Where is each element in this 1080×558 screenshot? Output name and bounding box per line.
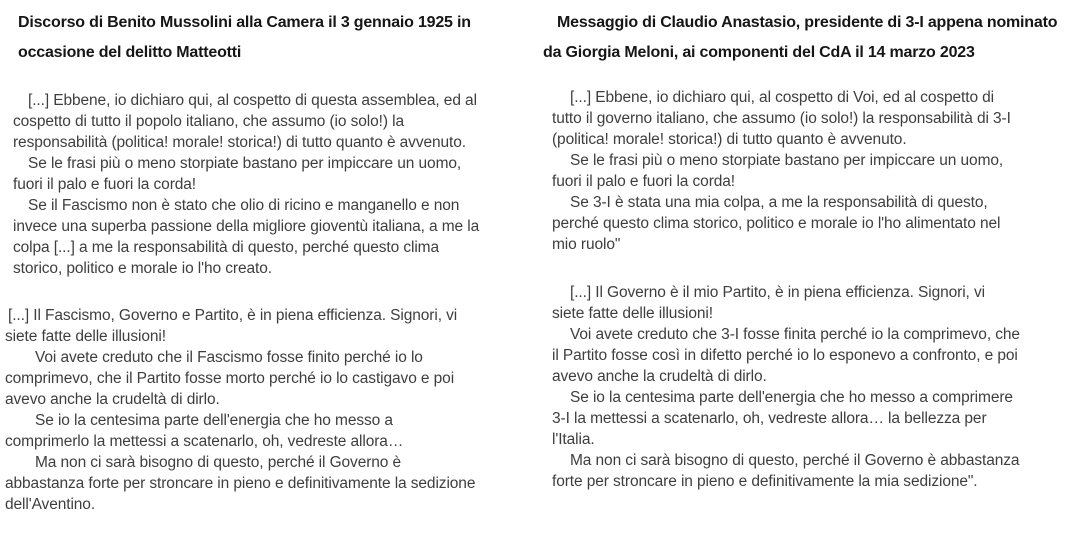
text-line: Se 3-I è stata una mia colpa, a me la responsabilità di questo, <box>570 194 988 211</box>
paragraph <box>552 192 1077 255</box>
text-line: [...] Ebbene, io dichiaro qui, al cospetto di questa assemblea, ed al <box>28 92 477 109</box>
text-line: [...] Ebbene, io dichiaro qui, al cospetto di Voi, ed al cospetto di <box>570 89 995 106</box>
text-line: Se io la centesima parte dell'energia che ho messo a comprimere <box>570 389 1013 406</box>
text-line: [...] Il Fascismo, Governo e Partito, è in piena efficienza. Signori, vi <box>8 307 458 324</box>
title-line: Messaggio di Claudio Anastasio, presidente di 3-I appena nominato <box>557 14 1058 31</box>
text-line: Se il Fascismo non è stato che olio di ricino e manganello e non <box>28 197 460 214</box>
text-line: Ma non ci sarà bisogno di questo, perché il Governo è abbastanza <box>570 452 1020 469</box>
paragraph <box>552 387 1077 450</box>
text-line: responsabilità (politica! morale! storica!) di tutto quanto è avvenuto. <box>13 134 466 151</box>
text-line: comprimevo, che il Partito fosse morto perché io lo castigavo e poi <box>5 370 455 387</box>
text-line: Voi avete creduto che il Fascismo fosse finito perché io lo <box>35 349 423 366</box>
text-line: storico, politico e morale io l'ho creato. <box>13 260 272 277</box>
right-article-title <box>543 8 1078 68</box>
text-line: Se le frasi più o meno storpiate bastano per impiccare un uomo, <box>570 152 1004 169</box>
text-line: siete fatte delle illusioni! <box>5 328 166 345</box>
text-line: l'Italia. <box>552 431 595 448</box>
paragraph <box>552 324 1077 387</box>
text-line: comprimerlo la mettessi a scatenarlo, oh, vedreste allora… <box>5 433 404 450</box>
text-line: avevo anche la crudeltà di dirlo. <box>552 368 767 385</box>
paragraph <box>5 347 533 410</box>
text-line: siete fatte delle illusioni! <box>552 305 713 322</box>
left-article-block-2 <box>5 305 533 515</box>
text-line: invece una superba passione della migliore gioventù italiana, a me la <box>13 218 480 235</box>
right-article-block-1 <box>552 87 1077 255</box>
text-line: Ma non ci sarà bisogno di questo, perché il Governo è <box>35 454 402 471</box>
paragraph <box>552 450 1077 492</box>
text-line: Se io la centesima parte dell'energia che ho messo a <box>35 412 393 429</box>
left-article-block-1 <box>13 90 533 279</box>
text-line: cospetto di tutto il popolo italiano, che assumo (io solo!) la <box>13 113 404 130</box>
right-article-block-2 <box>552 282 1077 492</box>
text-line: colpa [...] a me la responsabilità di questo, perché questo clima <box>13 239 440 256</box>
paragraph <box>5 410 533 452</box>
left-article-title <box>18 8 548 68</box>
text-line: Se le frasi più o meno storpiate bastano per impiccare un uomo, <box>28 155 462 172</box>
text-line: [...] Il Governo è il mio Partito, è in piena efficienza. Signori, vi <box>570 284 985 301</box>
paragraph <box>552 87 1077 150</box>
text-line: forte per stroncare in pieno e definitivamente la mia sedizione". <box>552 473 978 490</box>
paragraph <box>552 282 1077 324</box>
paragraph <box>5 452 533 515</box>
paragraph <box>552 150 1077 192</box>
text-line: perché questo clima storico, politico e morale io l'ho alimentato nel <box>552 215 1001 232</box>
paragraph <box>13 153 533 195</box>
text-line: tutto il governo italiano, che assumo (io solo!) la responsabilità di 3-I <box>552 110 1011 127</box>
text-line: Voi avete creduto che 3-I fosse finita perché io la comprimevo, che <box>570 326 1020 343</box>
paragraph <box>5 305 533 347</box>
text-line: fuori il palo e fuori la corda! <box>13 176 196 193</box>
text-line: (politica! morale! storica!) di tutto quanto è avvenuto. <box>552 131 907 148</box>
title-line: da Giorgia Meloni, ai componenti del CdA il 14 marzo 2023 <box>543 44 975 61</box>
paragraph <box>13 195 533 279</box>
text-line: dell'Aventino. <box>5 496 96 513</box>
text-line: il Partito fosse così in difetto perché io lo esponevo a confronto, e poi <box>552 347 1018 364</box>
text-line: avevo anche la crudeltà di dirlo. <box>5 391 220 408</box>
paragraph <box>13 90 533 153</box>
text-line: abbastanza forte per stroncare in pieno e definitivamente la sedizione <box>5 475 476 492</box>
title-line: occasione del delitto Matteotti <box>18 44 242 61</box>
title-line: Discorso di Benito Mussolini alla Camera il 3 gennaio 1925 in <box>18 14 471 31</box>
text-line: 3-I la mettessi a scatenarlo, oh, vedreste allora… la bellezza per <box>552 410 987 427</box>
text-line: mio ruolo" <box>552 236 621 253</box>
text-line: fuori il palo e fuori la corda! <box>552 173 735 190</box>
